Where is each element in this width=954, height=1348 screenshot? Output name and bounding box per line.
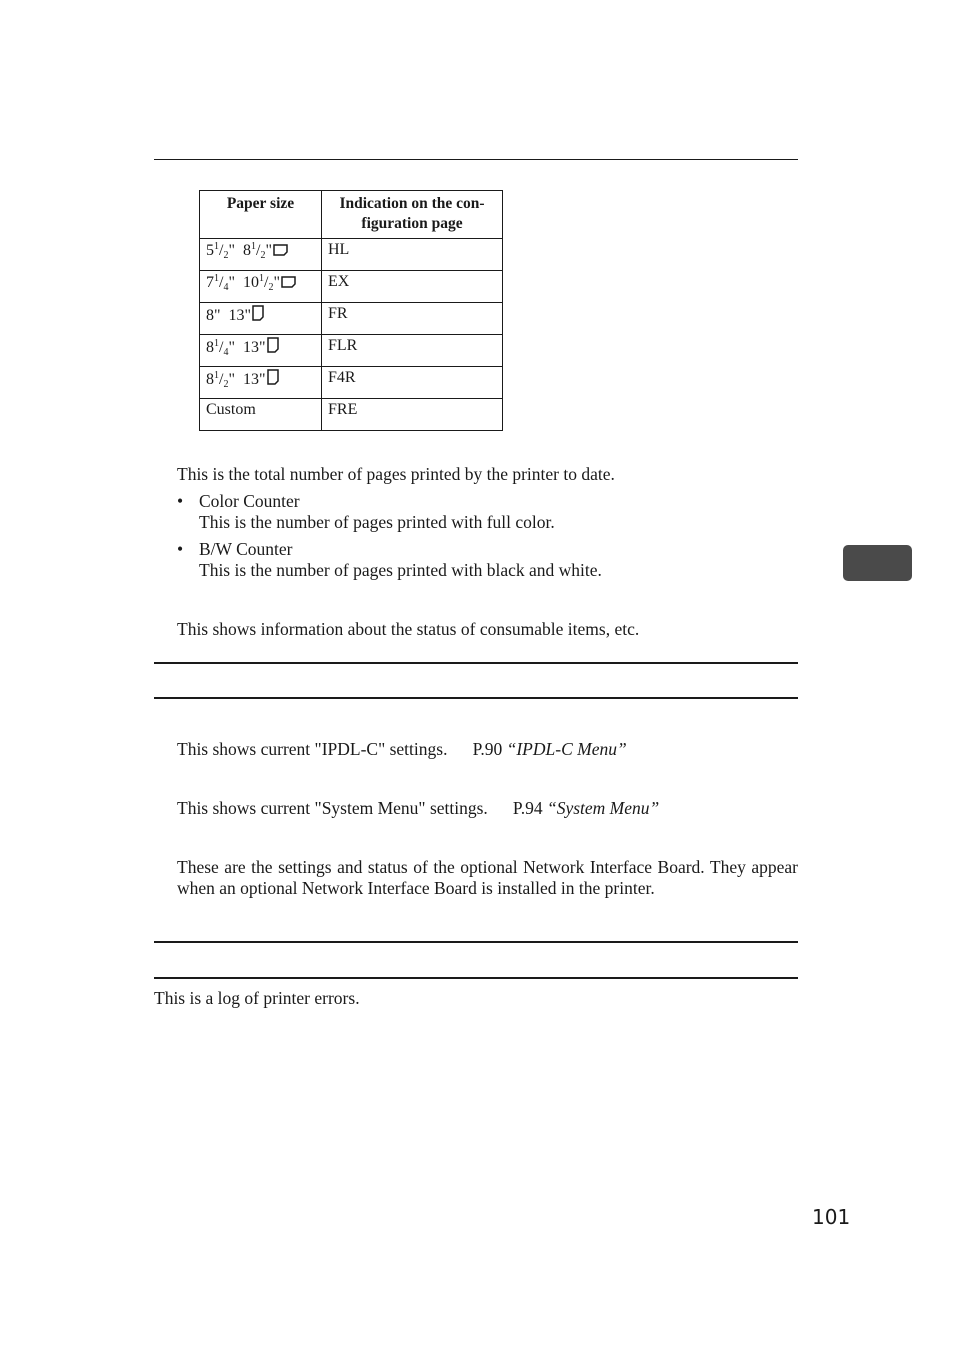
table-header-row — [200, 191, 503, 239]
section-rule — [154, 941, 798, 943]
ipdl-desc: This shows current "IPDL-C" settings. — [177, 739, 448, 759]
consumables-text: This shows information about the status of consumable items, etc. — [177, 619, 640, 639]
color-counter-title: Color Counter — [199, 491, 300, 511]
table-row — [200, 399, 503, 431]
bw-counter-desc: This is the number of pages printed with black and white. — [199, 560, 602, 580]
paper-size-table — [199, 190, 503, 431]
header-paper-size: Paper size — [200, 191, 322, 239]
bw-counter-title: B/W Counter — [199, 539, 293, 559]
indication-cell: EX — [322, 271, 503, 303]
section-rule — [154, 662, 798, 664]
bullet-icon: • — [177, 539, 184, 559]
error-log-text: This is a log of printer errors. — [154, 988, 360, 1008]
paper-size-cell: $8^1/_4$" 13" — [200, 335, 322, 367]
network-text: These are the settings and status of the optional Network Interface Board. They appear when an optional Network Interface Board is installed in the printer. — [177, 857, 798, 898]
table-row — [200, 335, 503, 367]
ipdl-ref-title[interactable]: “IPDL-C Menu” — [506, 739, 627, 759]
counter-intro: This is the total number of pages printed by the printer to date. — [177, 464, 615, 484]
page-number: 101 — [812, 1205, 851, 1229]
paper-size-cell: Custom — [200, 399, 322, 431]
portrait-paper-icon — [267, 369, 279, 385]
section-rule — [154, 977, 798, 979]
table-row — [200, 239, 503, 271]
ipdl-text — [177, 739, 627, 760]
color-counter-desc: This is the number of pages printed with full color. — [199, 512, 555, 532]
landscape-paper-icon — [281, 276, 296, 288]
indication-cell: F4R — [322, 367, 503, 399]
paper-size-cell: $5^1/_2$" $8^1/_2$" — [200, 239, 322, 271]
indication-cell: FRE — [322, 399, 503, 431]
paper-size-cell: $8^1/_2$" 13" — [200, 367, 322, 399]
system-ref-title[interactable]: “System Menu” — [546, 798, 660, 818]
indication-cell: FLR — [322, 335, 503, 367]
section-rule — [154, 697, 798, 699]
chapter-tab-marker — [843, 545, 912, 581]
reference-arrow-icon — [488, 798, 500, 819]
table-row — [200, 303, 503, 335]
top-rule — [154, 159, 798, 160]
portrait-paper-icon — [252, 305, 264, 321]
reference-arrow-icon — [447, 739, 459, 760]
portrait-paper-icon — [267, 337, 279, 353]
table-row — [200, 367, 503, 399]
table-row — [200, 271, 503, 303]
bullet-icon: • — [177, 491, 184, 511]
indication-cell: FR — [322, 303, 503, 335]
system-text — [177, 798, 659, 819]
system-desc: This shows current "System Menu" settings. — [177, 798, 488, 818]
indication-cell: HL — [322, 239, 503, 271]
paper-size-cell: 8" 13" — [200, 303, 322, 335]
header-indication: Indication on the con- figuration page — [322, 191, 503, 239]
ipdl-ref-page[interactable]: P.90 — [472, 739, 503, 759]
landscape-paper-icon — [273, 244, 288, 256]
system-ref-page[interactable]: P.94 — [512, 798, 543, 818]
paper-size-cell: $7^1/_4$" $10^1/_2$" — [200, 271, 322, 303]
